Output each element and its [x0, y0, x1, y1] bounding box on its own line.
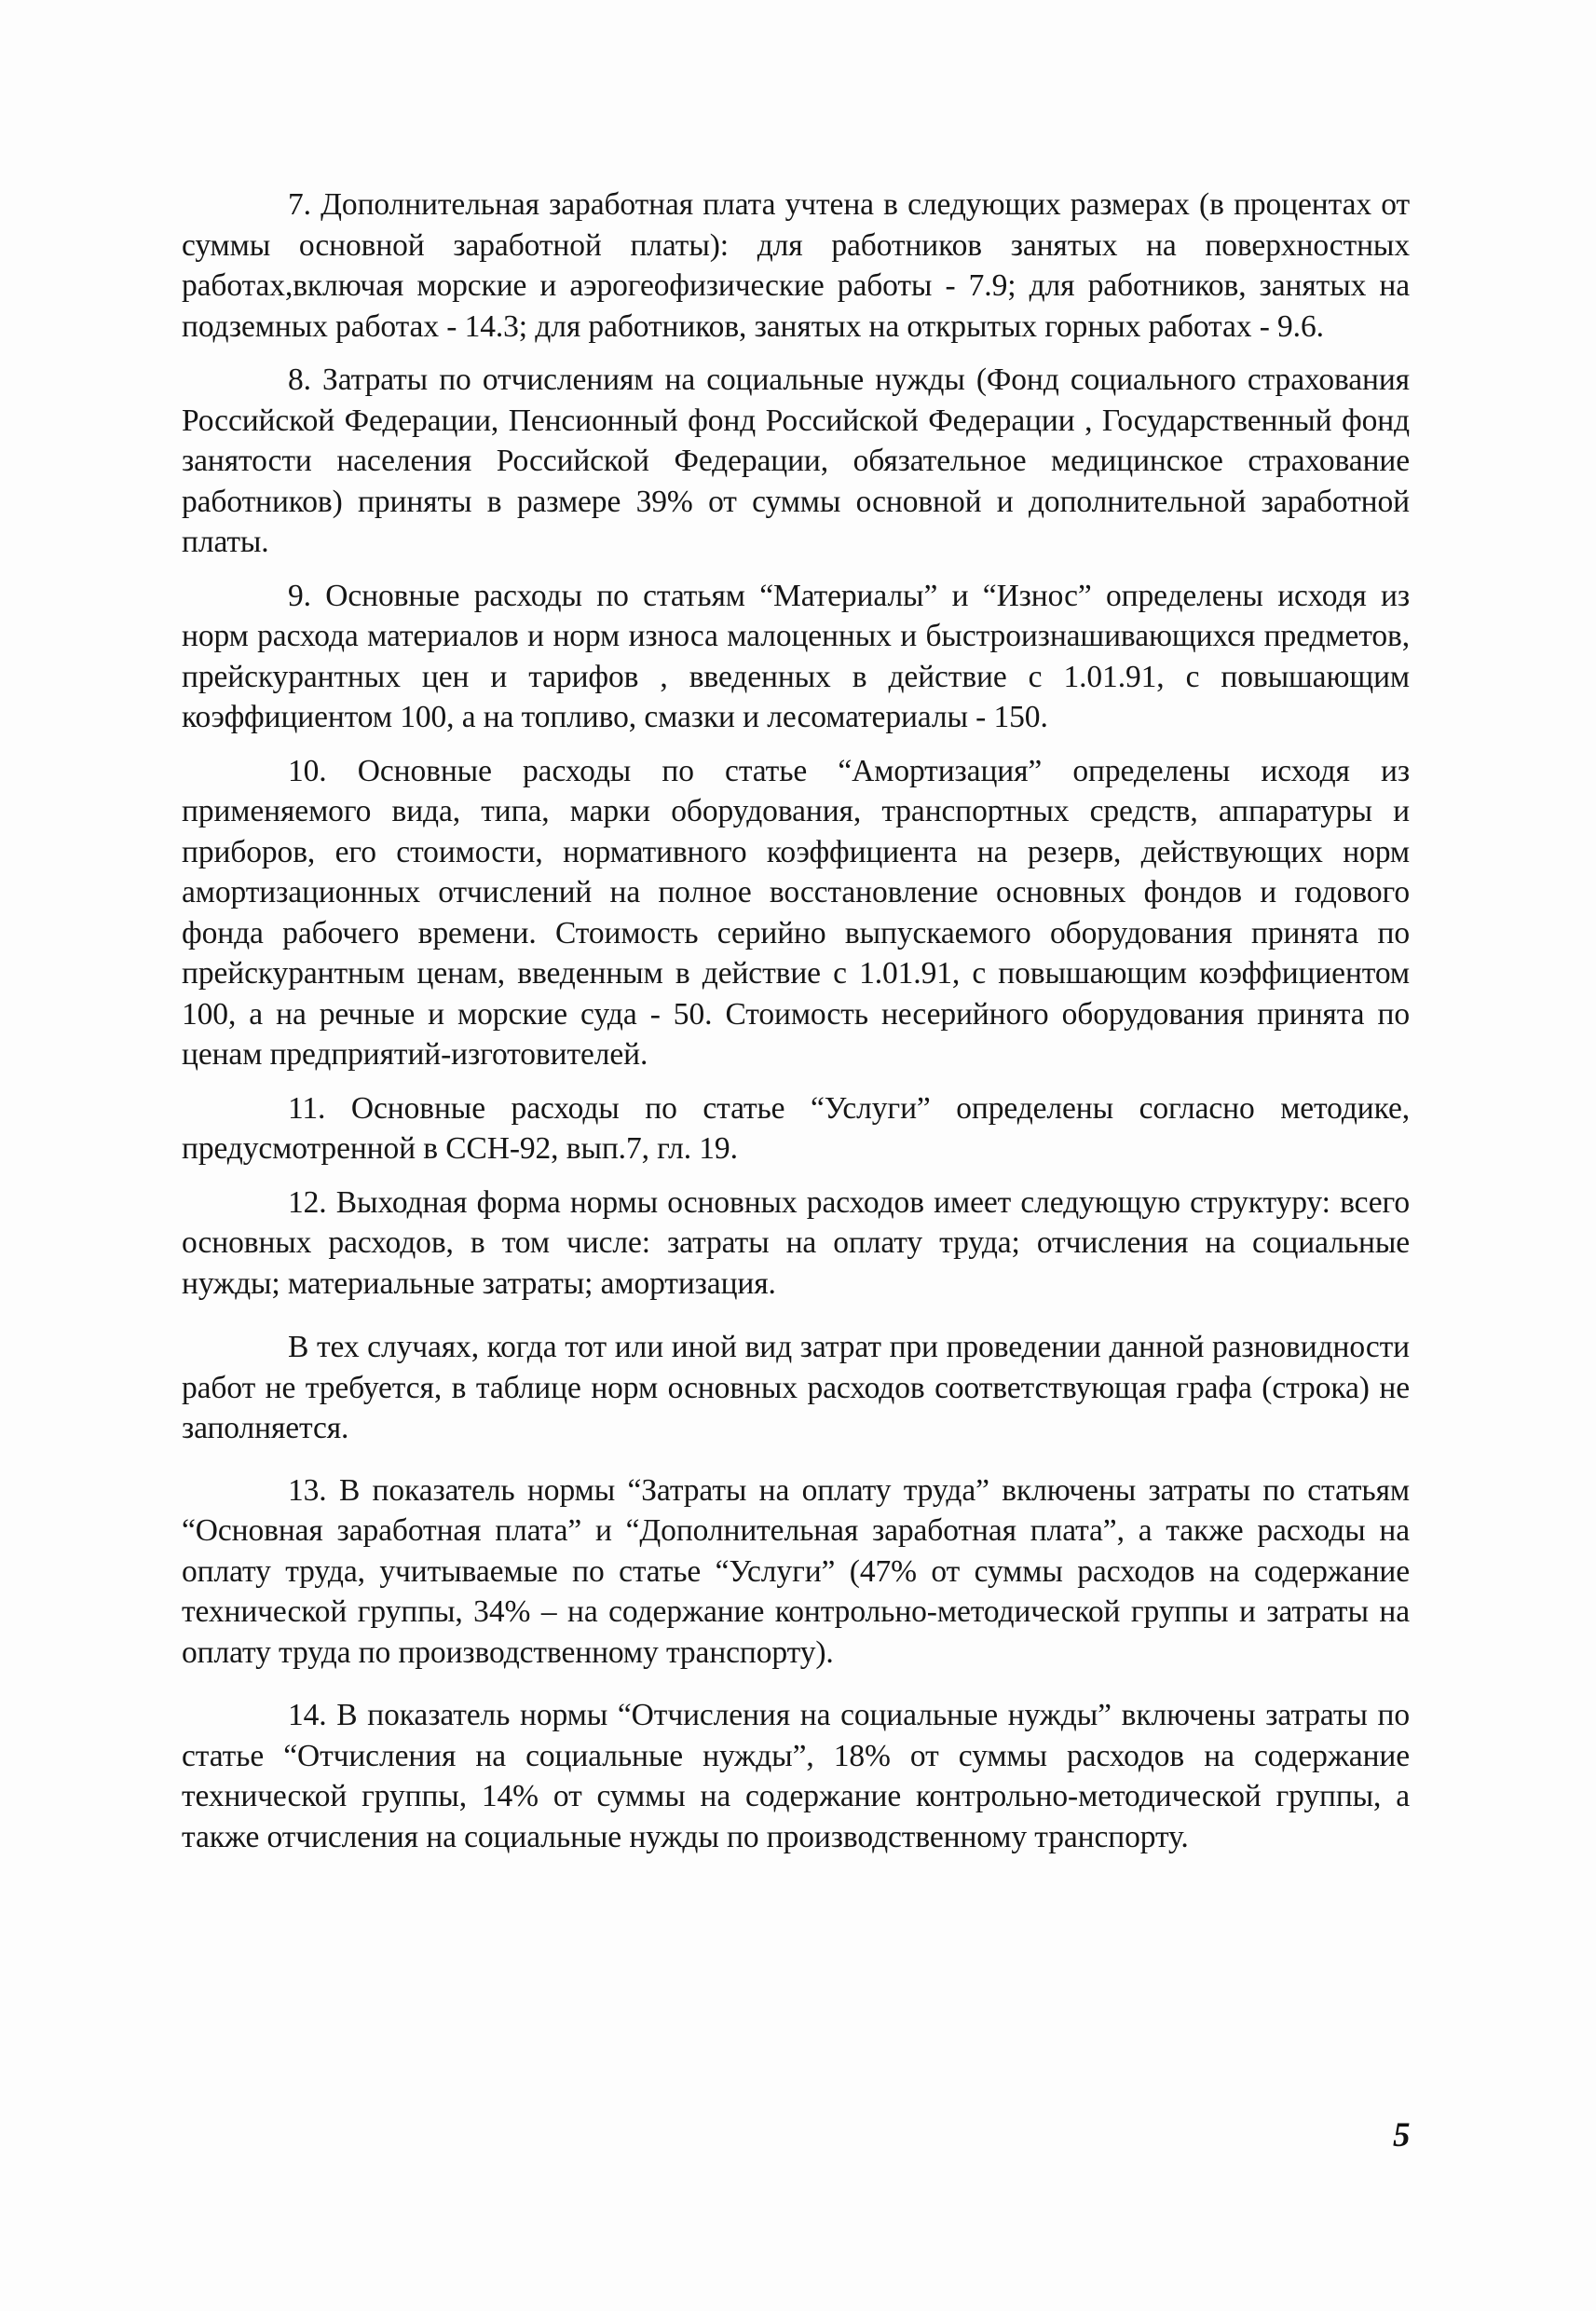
page-number: 5	[1393, 2116, 1411, 2154]
paragraph-14: 14. В показатель нормы “Отчисления на социальные нужды” включены затраты по статье “Отчисления на социальные нужды”, 18% от суммы расходов на содержание технической группы, 14% от суммы на содержание контрольно-методической группы, а также отчисления на социальные нужды по производственному транспорту.	[182, 1698, 1410, 1854]
paragraph-11: 11. Основные расходы по статье “Услуги” определены согласно методике, предусмотренной в ССН-92, вып.7, гл. 19.	[182, 1090, 1410, 1166]
paragraph-13: 13. В показатель нормы “Затраты на оплату труда” включены затраты по статьям “Основная заработная плата” и “Дополнительная заработная плата”, а также расходы на оплату труда, учитываемые по статье “Услуги” (47% от суммы расходов на содержание технической группы, 34% – на содержание контрольно-методической группы и затраты на оплату труда по производственному транспорту).	[182, 1472, 1410, 1670]
paragraph-12: 12. Выходная форма нормы основных расходов имеет следующую структуру: всего основных расходов, в том числе: затраты на оплату труда; отчисления на социальные нужды; материальные затраты; амортизация.	[182, 1184, 1410, 1301]
paragraph-8: 8. Затраты по отчислениям на социальные нужды (Фонд социального страхования Российской Федерации, Пенсионный фонд Российской Федерации , Государственный фонд занятости населения Российской Федерации, обязательное медицинское страхование работников) приняты в размере 39% от суммы основной и дополнительной заработной платы.	[182, 362, 1410, 559]
document-body	[182, 185, 1410, 1870]
paragraph-12-note: В тех случаях, когда тот или иной вид затрат при проведении данной разновидности работ не требуется, в таблице норм основных расходов соответствующая графа (строка) не заполняется.	[182, 1330, 1410, 1445]
paragraph-10: 10. Основные расходы по статье “Амортизация” определены исходя из применяемого вида, типа, марки оборудования, транспортных средств, аппаратуры и приборов, его стоимости, нормативного коэффициента на резерв, действующих норм амортизационных отчислений на полное восстановление основных фондов и годового фонда рабочего времени. Стоимость серийно выпускаемого оборудования принята по прейскурантным ценам, введенным в действие с 1.01.91, с повышающим коэффициентом 100, а на речные и морские суда - 50. Стоимость несерийного оборудования принята по ценам предприятий-изготовителей.	[182, 753, 1410, 1072]
paragraph-9: 9. Основные расходы по статьям “Материалы” и “Износ” определены исходя из норм расхода материалов и норм износа малоценных и быстроизнашивающихся предметов, прейскурантных цен и тарифов , введенных в действие с 1.01.91, с повышающим коэффициентом 100, а на топливо, смазки и лесоматериалы - 150.	[182, 578, 1410, 734]
paragraph-7: 7. Дополнительная заработная плата учтена в следующих размерах (в процентах от суммы основной заработной платы): для работников занятых на поверхностных работах,включая морские и аэрогеофизические работы - 7.9; для работников, занятых на подземных работах - 14.3; для работников, занятых на открытых горных работах - 9.6.	[182, 187, 1410, 344]
